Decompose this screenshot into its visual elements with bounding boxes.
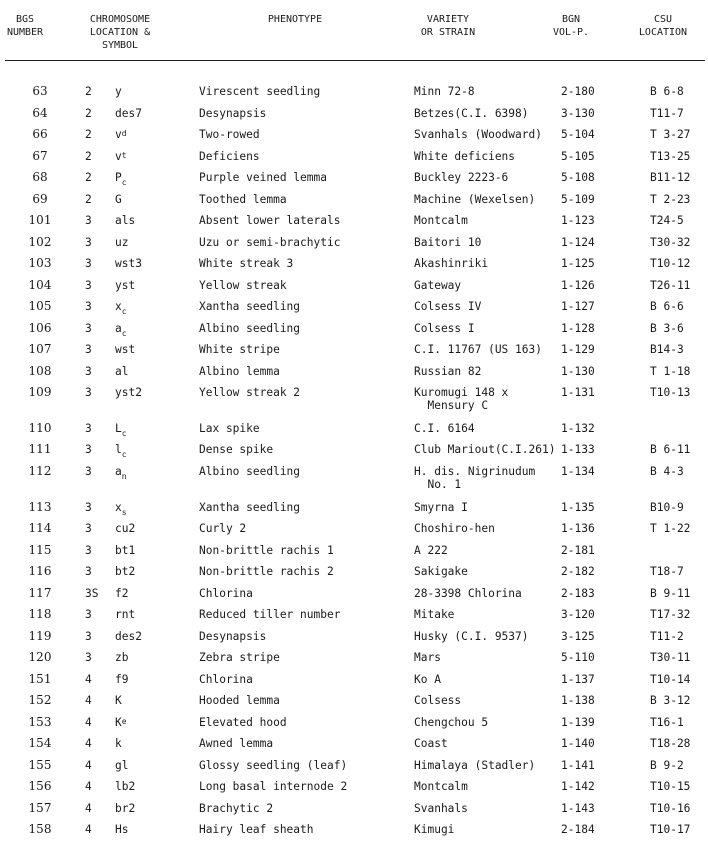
csu-location: T 1-22 [650, 522, 691, 535]
bgn-vol-page: 2-183 [561, 587, 595, 600]
gene-symbol-base: l [115, 443, 122, 456]
bgs-number: 102 [28, 235, 52, 249]
chromosome-number: 3 [85, 257, 92, 270]
gene-symbol [115, 443, 127, 457]
variety-cell: Himalaya (Stadler) [414, 759, 536, 772]
gene-symbol [115, 759, 128, 772]
bgs-number: 119 [28, 629, 52, 643]
header-csu-location [630, 13, 696, 39]
csu-location: T11-2 [650, 630, 684, 643]
gene-symbol-base: yst [115, 279, 136, 292]
csu-location: B 4-3 [650, 465, 684, 478]
bgn-vol-page: 1-134 [561, 465, 595, 478]
csu-location: B 3-6 [650, 322, 684, 335]
gene-symbol-base: a [115, 322, 122, 335]
gene-symbol-base: yst2 [115, 386, 142, 399]
bgs-number: 158 [28, 822, 52, 836]
phenotype-cell: Awned lemma [199, 737, 274, 750]
variety-cell: Betzes(C.I. 6398) [414, 107, 529, 120]
bgn-vol-page: 1-131 [561, 386, 595, 399]
variety-cell: Montcalm [414, 214, 468, 227]
variety-cell: Russian 82 [414, 365, 482, 378]
header-bgs-number [4, 13, 46, 39]
bgs-number: 110 [28, 421, 52, 435]
gene-symbol [115, 780, 135, 793]
bgn-vol-page: 1-133 [561, 443, 595, 456]
bgn-vol-page: 1-125 [561, 257, 595, 270]
bgs-number: 109 [28, 385, 52, 399]
gene-symbol-base: uz [115, 236, 129, 249]
chromosome-number: 2 [85, 150, 92, 163]
variety-cell: Kimugi [414, 823, 455, 836]
header-line: VARIETY [426, 14, 470, 25]
chromosome-number: 4 [85, 823, 92, 836]
phenotype-cell: Chlorina [199, 587, 253, 600]
variety-cell: Ko A [414, 673, 441, 686]
gene-symbol-base: des2 [115, 630, 142, 643]
bgs-number: 106 [28, 321, 52, 335]
gene-symbol-base: k [115, 737, 122, 750]
bgs-number: 117 [28, 586, 52, 600]
variety-cell: Sakigake [414, 565, 468, 578]
gene-symbol-base: v [115, 128, 122, 141]
gene-symbol [115, 522, 135, 535]
chromosome-number: 4 [85, 802, 92, 815]
chromosome-number: 3 [85, 544, 92, 557]
gene-symbol [115, 673, 128, 686]
phenotype-cell: Absent lower laterals [199, 214, 341, 227]
phenotype-cell: White stripe [199, 343, 280, 356]
variety-cell: Akashinriki [414, 257, 489, 270]
bgn-vol-page: 1-130 [561, 365, 595, 378]
variety-cell: Colsess I [414, 322, 475, 335]
phenotype-cell: Dense spike [199, 443, 274, 456]
header-rule [5, 60, 705, 61]
gene-symbol-base: br2 [115, 802, 136, 815]
chromosome-number: 3 [85, 365, 92, 378]
bgs-number: 105 [28, 299, 52, 313]
csu-location: T26-11 [650, 279, 691, 292]
bgn-vol-page: 2-182 [561, 565, 595, 578]
csu-location: T18-7 [650, 565, 684, 578]
bgn-vol-page: 1-140 [561, 737, 595, 750]
gene-symbol [115, 544, 135, 557]
csu-location: T24-5 [650, 214, 684, 227]
gene-symbol-base: Hs [115, 823, 129, 836]
header-line: NUMBER [6, 27, 44, 38]
bgs-number: 157 [28, 801, 52, 815]
phenotype-cell: Yellow streak [199, 279, 287, 292]
csu-location: T10-13 [650, 386, 691, 399]
bgs-number: 115 [28, 543, 52, 557]
gene-symbol [115, 501, 127, 515]
gene-symbol [115, 737, 122, 750]
bgn-vol-page: 1-138 [561, 694, 595, 707]
bgs-number: 101 [28, 213, 52, 227]
csu-location: T10-14 [650, 673, 691, 686]
gene-symbol-base: wst3 [115, 257, 142, 270]
variety-cell: Svanhals (Woodward) [414, 128, 542, 141]
phenotype-cell: Albino seedling [199, 465, 301, 478]
gene-symbol-base: zb [115, 651, 129, 664]
phenotype-cell: Toothed lemma [199, 193, 287, 206]
phenotype-cell: Curly 2 [199, 522, 247, 535]
gene-symbol [115, 802, 135, 815]
bgs-number: 107 [28, 342, 52, 356]
header-line: VOL-P. [552, 27, 590, 38]
gene-symbol-subscript: c [121, 450, 127, 459]
chromosome-number: 2 [85, 128, 92, 141]
header-line: OR STRAIN [420, 27, 476, 38]
gene-symbol [115, 171, 127, 185]
chromosome-number: 4 [85, 780, 92, 793]
variety-cell: Husky (C.I. 9537) [414, 630, 529, 643]
bgn-vol-page: 3-125 [561, 630, 595, 643]
bgn-vol-page: 2-180 [561, 85, 595, 98]
variety-cell: White deficiens [414, 150, 516, 163]
gene-symbol [115, 716, 127, 730]
chromosome-number: 3 [85, 465, 92, 478]
variety-cell: Smyrna I [414, 501, 468, 514]
phenotype-cell: Xantha seedling [199, 501, 301, 514]
gene-symbol-base: K [115, 694, 122, 707]
phenotype-cell: Hooded lemma [199, 694, 280, 707]
chromosome-number: 3 [85, 630, 92, 643]
chromosome-number: 2 [85, 85, 92, 98]
phenotype-cell: Long basal internode 2 [199, 780, 348, 793]
bgs-number: 67 [32, 149, 48, 163]
gene-symbol [115, 386, 142, 399]
bgn-vol-page: 1-129 [561, 343, 595, 356]
variety-cell: Colsess IV [414, 300, 482, 313]
gene-symbol [115, 257, 142, 270]
phenotype-cell: Albino seedling [199, 322, 301, 335]
gene-symbol [115, 107, 142, 120]
variety-cell: Gateway [414, 279, 462, 292]
bgs-number: 113 [28, 500, 52, 514]
chromosome-number: 3 [85, 443, 92, 456]
header-line: BGN [561, 14, 581, 25]
bgn-vol-page: 1-128 [561, 322, 595, 335]
gene-symbol-base: K [115, 716, 122, 729]
variety-cell: Choshiro-hen [414, 522, 495, 535]
gene-symbol-base: y [115, 85, 122, 98]
phenotype-cell: Non-brittle rachis 2 [199, 565, 334, 578]
chromosome-number: 4 [85, 737, 92, 750]
phenotype-cell: Lax spike [199, 422, 260, 435]
variety-cell: A 222 [414, 544, 448, 557]
gene-symbol-subscript: c [121, 429, 127, 438]
gene-symbol [115, 343, 135, 356]
header-line: LOCATION [638, 27, 688, 38]
chromosome-number: 3 [85, 522, 92, 535]
gene-symbol [115, 565, 135, 578]
bgn-vol-page: 5-109 [561, 193, 595, 206]
gene-symbol [115, 587, 128, 600]
variety-cell: C.I. 11767 (US 163) [414, 343, 542, 356]
phenotype-cell: Xantha seedling [199, 300, 301, 313]
variety-cell: Svanhals [414, 802, 468, 815]
chromosome-number: 3 [85, 386, 92, 399]
chromosome-number: 3 [85, 565, 92, 578]
bgn-vol-page: 2-181 [561, 544, 595, 557]
gene-symbol-base: des7 [115, 107, 142, 120]
csu-location: B 9-11 [650, 587, 691, 600]
csu-location: T16-1 [650, 716, 684, 729]
variety-cell: Chengchou 5 [414, 716, 489, 729]
gene-symbol-base: bt1 [115, 544, 136, 557]
gene-symbol-subscript: n [121, 472, 127, 481]
variety-cell: C.I. 6164 [414, 422, 475, 435]
csu-location: B 6-8 [650, 85, 684, 98]
bgs-number: 66 [32, 127, 48, 141]
phenotype-cell: Non-brittle rachis 1 [199, 544, 334, 557]
bgs-number: 152 [28, 693, 52, 707]
bgn-vol-page: 1-141 [561, 759, 595, 772]
csu-location: T 3-27 [650, 128, 691, 141]
chromosome-number: 3 [85, 608, 92, 621]
chromosome-number: 4 [85, 759, 92, 772]
chromosome-number: 4 [85, 716, 92, 729]
gene-symbol [115, 465, 127, 479]
bgn-vol-page: 5-105 [561, 150, 595, 163]
gene-symbol [115, 236, 128, 249]
csu-location: B 6-6 [650, 300, 684, 313]
csu-location: B 3-12 [650, 694, 691, 707]
bgs-number: 112 [28, 464, 52, 478]
variety-cell: H. dis. Nigrinudum No. 1 [414, 465, 536, 491]
gene-symbol [115, 85, 122, 98]
phenotype-cell: White streak 3 [199, 257, 294, 270]
bgs-number: 120 [28, 650, 52, 664]
csu-location: T18-28 [650, 737, 691, 750]
bgs-number: 69 [32, 192, 48, 206]
gene-symbol-base: L [115, 422, 122, 435]
chromosome-number: 3 [85, 343, 92, 356]
bgs-number: 155 [28, 758, 52, 772]
gene-symbol [115, 279, 135, 292]
gene-symbol-subscript: s [121, 508, 127, 517]
csu-location: T17-32 [650, 608, 691, 621]
phenotype-cell: Zebra stripe [199, 651, 280, 664]
gene-symbol [115, 128, 127, 142]
phenotype-cell: Chlorina [199, 673, 253, 686]
variety-cell: Kuromugi 148 x Mensury C [414, 386, 509, 412]
bgn-vol-page: 1-124 [561, 236, 595, 249]
chromosome-number: 4 [85, 694, 92, 707]
phenotype-cell: Glossy seedling (leaf) [199, 759, 348, 772]
gene-symbol-base: lb2 [115, 780, 136, 793]
header-variety-or-strain [412, 13, 484, 39]
phenotype-cell: Purple veined lemma [199, 171, 327, 184]
bgn-vol-page: 1-139 [561, 716, 595, 729]
header-line: BGS [15, 14, 35, 25]
variety-cell: Minn 72-8 [414, 85, 475, 98]
gene-symbol-superscript: e [121, 717, 127, 726]
chromosome-number: 2 [85, 107, 92, 120]
csu-location: B 6-11 [650, 443, 691, 456]
gene-symbol [115, 823, 128, 836]
gene-symbol-base: rnt [115, 608, 136, 621]
csu-location: B10-9 [650, 501, 684, 514]
csu-location: T30-11 [650, 651, 691, 664]
gene-symbol-base: al [115, 365, 129, 378]
chromosome-number: 3 [85, 300, 92, 313]
csu-location: T 2-23 [650, 193, 691, 206]
phenotype-cell: Two-rowed [199, 128, 260, 141]
csu-location: B14-3 [650, 343, 684, 356]
variety-cell: Club Mariout(C.I.261) [414, 443, 556, 456]
phenotype-cell: Virescent seedling [199, 85, 321, 98]
gene-symbol-superscript: t [121, 151, 127, 160]
chromosome-number: 3S [85, 587, 99, 600]
phenotype-cell: Albino lemma [199, 365, 280, 378]
bgn-vol-page: 2-184 [561, 823, 595, 836]
phenotype-cell: Elevated hood [199, 716, 287, 729]
gene-symbol-subscript: c [121, 307, 127, 316]
csu-location: T10-12 [650, 257, 691, 270]
bgn-vol-page: 1-142 [561, 780, 595, 793]
bgs-number: 116 [28, 564, 52, 578]
csu-location: T10-16 [650, 802, 691, 815]
bgn-vol-page: 5-108 [561, 171, 595, 184]
variety-cell: Mars [414, 651, 441, 664]
variety-cell: Buckley 2223-6 [414, 171, 509, 184]
phenotype-cell: Hairy leaf sheath [199, 823, 314, 836]
gene-symbol [115, 322, 127, 336]
header-line: CSU [653, 14, 673, 25]
bgn-vol-page: 1-135 [561, 501, 595, 514]
bgs-number: 68 [32, 170, 48, 184]
gene-symbol-base: cu2 [115, 522, 136, 535]
phenotype-cell: Desynapsis [199, 630, 267, 643]
header-line: CHROMOSOME [89, 14, 151, 25]
gene-symbol-base: f2 [115, 587, 129, 600]
bgn-vol-page: 1-123 [561, 214, 595, 227]
chromosome-number: 3 [85, 501, 92, 514]
gene-symbol-base: x [115, 300, 122, 313]
gene-symbol [115, 694, 122, 707]
variety-cell: Machine (Wexelsen) [414, 193, 536, 206]
gene-symbol-superscript: d [121, 129, 127, 138]
bgs-number: 156 [28, 779, 52, 793]
phenotype-cell: Brachytic 2 [199, 802, 274, 815]
header-line: LOCATION & [89, 27, 151, 38]
csu-location: T13-25 [650, 150, 691, 163]
header-line: SYMBOL [101, 40, 139, 51]
bgs-number: 153 [28, 715, 52, 729]
chromosome-number: 2 [85, 171, 92, 184]
bgn-vol-page: 1-132 [561, 422, 595, 435]
csu-location: B 9-2 [650, 759, 684, 772]
bgn-vol-page: 1-136 [561, 522, 595, 535]
gene-symbol-base: v [115, 150, 122, 163]
gene-symbol [115, 214, 135, 227]
bgs-number: 114 [28, 521, 52, 535]
bgn-vol-page: 3-130 [561, 107, 595, 120]
gene-symbol-base: f9 [115, 673, 129, 686]
bgs-number: 104 [28, 278, 52, 292]
bgn-vol-page: 1-126 [561, 279, 595, 292]
chromosome-number: 3 [85, 422, 92, 435]
gene-symbol-base: bt2 [115, 565, 136, 578]
gene-symbol-base: x [115, 501, 122, 514]
chromosome-number: 3 [85, 236, 92, 249]
gene-symbol [115, 150, 127, 164]
chromosome-number: 3 [85, 279, 92, 292]
bgn-vol-page: 3-120 [561, 608, 595, 621]
chromosome-number: 3 [85, 214, 92, 227]
chromosome-number: 3 [85, 651, 92, 664]
variety-cell: Coast [414, 737, 448, 750]
variety-cell: Colsess [414, 694, 462, 707]
csu-location: T11-7 [650, 107, 684, 120]
bgs-number: 118 [28, 607, 52, 621]
bgs-number: 63 [32, 84, 48, 98]
variety-cell: Montcalm [414, 780, 468, 793]
gene-symbol-subscript: c [121, 178, 127, 187]
bgn-vol-page: 1-143 [561, 802, 595, 815]
bgn-vol-page: 1-127 [561, 300, 595, 313]
phenotype-cell: Reduced tiller number [199, 608, 341, 621]
gene-symbol [115, 365, 128, 378]
bgs-number: 111 [28, 442, 52, 456]
bgn-vol-page: 5-104 [561, 128, 595, 141]
phenotype-cell: Deficiens [199, 150, 260, 163]
gene-symbol-base: wst [115, 343, 136, 356]
csu-location: T10-17 [650, 823, 691, 836]
bgs-number: 154 [28, 736, 52, 750]
csu-location: T 1-18 [650, 365, 691, 378]
bgs-number: 151 [28, 672, 52, 686]
csu-location: T10-15 [650, 780, 691, 793]
chromosome-number: 4 [85, 673, 92, 686]
gene-symbol [115, 608, 135, 621]
phenotype-cell: Yellow streak 2 [199, 386, 301, 399]
bgs-number: 103 [28, 256, 52, 270]
bgn-vol-page: 5-110 [561, 651, 595, 664]
gene-symbol [115, 630, 142, 643]
variety-cell: Mitake [414, 608, 455, 621]
header-phenotype [250, 13, 340, 26]
gene-symbol-subscript: c [121, 329, 127, 338]
gene-symbol-base: P [115, 171, 122, 184]
bgn-vol-page: 1-137 [561, 673, 595, 686]
csu-location: T30-32 [650, 236, 691, 249]
phenotype-cell: Uzu or semi-brachytic [199, 236, 341, 249]
variety-cell: Baitori 10 [414, 236, 482, 249]
header-bgn-vol-p [548, 13, 594, 39]
header-chromosome-location [78, 13, 162, 52]
chromosome-number: 3 [85, 322, 92, 335]
gene-symbol [115, 422, 127, 436]
phenotype-cell: Desynapsis [199, 107, 267, 120]
gene-symbol-base: gl [115, 759, 129, 772]
bgs-number: 64 [32, 106, 48, 120]
header-line: PHENOTYPE [267, 14, 323, 25]
gene-symbol-base: a [115, 465, 122, 478]
gene-symbol [115, 300, 127, 314]
csu-location: B11-12 [650, 171, 691, 184]
gene-symbol [115, 193, 122, 206]
bgs-number: 108 [28, 364, 52, 378]
gene-symbol-base: als [115, 214, 136, 227]
chromosome-number: 2 [85, 193, 92, 206]
gene-symbol [115, 651, 128, 664]
gene-symbol-base: G [115, 193, 122, 206]
variety-cell: 28-3398 Chlorina [414, 587, 522, 600]
